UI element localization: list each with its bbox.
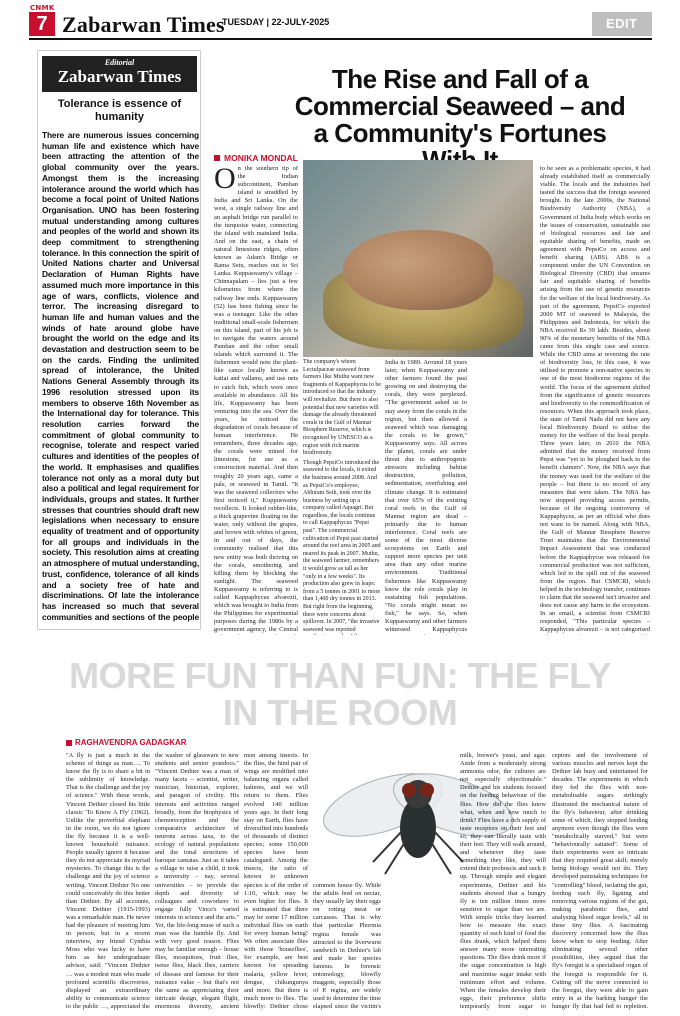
- story2-column-5: [460, 752, 546, 1010]
- story1-column-4: [385, 359, 467, 635]
- editorial-masthead: Zabarwan Times: [57, 67, 182, 86]
- story2-col6-text: ceptors and the involvement of various muscles and nerves kept the Dethier lab busy and entertained for decades. The experiments in which they fed the flies with non-metabolisable sugars strikingly illustrated the mechanical nature of the fly's behaviour, after drinking some of which, they stopped feeding anymore even though the flies were "metabolically starved," but were "behaviourally satiated". Some of their experiments were so intricate that they required great skill; merely being biology would not do. They developed painstaking techniques for "controlling" blood, isolating the gut, feeding each fly, ligating and removing various regions of the gut, making parabiotic flies, and analysing blood sugar levels," all in these tiny flies. A fascinating discovery concerned how the flies know when to stop feeding. After eliminating several other possibilities, they argued that the fly's foregut is a specialised organ of the foregut is responsible for it. Cutting off the nerve connected to the foregut, they were able to gain entry in at the barking hunger the hunger fly that had fed to repletion.: [552, 752, 648, 1010]
- story1-col5-text: to be seen as a problematic species, it had already established itself as commercially viable. The locals and the industries had tasted the success that the foreign seaweed brought. In the late 2000s, the National Biodiversity Authority (NBA), a Government of India body which works on the issues of conservation, sustainable use of biological resources and fair and equitable sharing of benefits, made an agreement with PepsiCo on access and benefit sharing (ABS). ABS is a component under the UN Convention on Biological Diversity (CBD) that ensures fair and equitable sharing of benefits arising from the use of genetic resources for the welfare of the local biodiversity. As part of the agreement, PepsiCo exported 2000 MT of seaweed to Malaysia, the Philippines and Indonesia, for which the NBA received Rs 39 lakh. Besides, about 90% of the monetary benefits of the NBA came from this single case and source. While the CBD aims at reversing the rate of biodiversity loss, in this case, it was utilised to promote a non-native species in one of the most biodiverse regions of the world. The focus of the agreement shifted from the significance of genetic resources and biodiversity to the commodification of resources. When this approach took place, the state of Tamil Nadu did not have any local Biodiversity Board to utilise the money for the welfare of the local people. Three years later, in 2010 the NBA admitted that the money received from Pepsi was "yet to be ploughed back to the benefit claimers". Now, the NBA says that the money was used for the welfare of the people – but there is no record of any measures that were taken. The NBA has now stopped providing access permits, because of the ongoing controversy of Kappaphycus, as per an official who does not want to be named. Along with NBA, the Gulf of Mannar Biosphere Reserve Trust maintains that the Environmental Impact Assessment that was conducted before the Kappaphycus was released for commercial production was not sufficient, which led to the spill out of the seaweed from the region. But CSMCRI, which helped in the technology transfer, continues to claim that the seaweed isn't invasive and does not cause any harm to the ecosystem. In an email, a scientist from CSMCRI responded, "This particular species – Kappaphycus alvarezii – is not categorised: [540, 165, 650, 634]
- story2-headline: MORE FUN THAN FUN: THE FLY IN THE ROOM: [69, 655, 611, 733]
- story2-col3-text: mon among insects. In the flies, the hind pair of wings are modified into balancing organs called halteres, and we will return to them. Flies evolved 140 million years ago. In their long stay on Earth, flies have diversified into hundreds of thousands of distinct species; some 150,000 species have been catalogued. Among the insects, the ratio of known to unknown species is of the order of 1:10, which may be even higher for flies. It is estimated that there may be some 17 million individual flies on earth for every human being! We often associate flies with those 'houseflies', for example, are best known for spreading malaria, yellow fever, dengue, chikungunya and more. But there is much more to flies. The blowfly: Dethier chose: [244, 752, 308, 1010]
- hand-shape: [343, 230, 493, 310]
- issue-date: TUESDAY | 22-JULY-2025: [222, 17, 330, 27]
- story1-byline: MONIKA MONDAL: [224, 153, 298, 163]
- story2-col5-text: milk, brewer's yeast, and agar. Aside from a moderately strong ammonia odor, the cultures are not especially objectionable." Dethier and his students focused on the feeding behaviour of the flies. How did the flies know what, when and how much to drink? Flies have a rich supply of taste receptors on their feet and so, they can literally taste with their feet. They will walk around, and whenever they taste something they like, they will extend their proboscis and suck it up. Through simple and elegant experiments, Dethier and his students showed that a hungry fly is ten million times more sensitive to sugar than we are. With simple tricks they learned how to measure the exact quantity of each kind of food the flies drank, which helped them answer many more interesting questions. The flies drink more if the sugar concentration is high and maximise sugar intake with minimum effort and volume. When the females develop their eggs, their preference shifts temporarily from sugar to: [460, 752, 546, 1010]
- story1-column-1: [214, 165, 298, 635]
- dropcap: O: [214, 165, 236, 195]
- story2-col2-text: the washer of glassware to new students and senior postdocs." "Vincent Dethier was a man of many facets – scientist, writer, musician, historian, explorer, and paragon of civility. His interests and activities ranged broadly, from the biophysics of chemoreception and the comparative architecture of neurons across taxa, to the ecology of natural populations and the tonal structures of baroque cantatas. Just as it takes a village to raise a child, it took a university – nay, several universities – to provide the depth and diversity of colleagues and coworkers to engage fully Vince's varied interests in science and the arts." Yet, the life-long muse of such a man was the humble fly. And with very good reason. Flies may be familiar enough – house flies, mosquitoes, fruit flies, tsetse flies, black flies, carriers of disease and famous for their nuisance value – but that's not the same as appreciating their intricate design, elegant flight, enormous diversity, ancient: [155, 752, 239, 1010]
- story1-col4-text: India in 1989. Around 18 years later, when Kuppaswamy and other farmers found the pasi growing on and destroying the corals, they were perplexed. "The government asked us to stay away from the corals in the region, but then allowed a seaweed which was damaging the corals to be grown," Kuppaswamy says. All across the planet, corals are under threat due to anthropogenic stressors including habitat destruction, pollution, sedimentation, overfishing and climate change. It is estimated that over 65% of the existing coral reefs in the Gulf of Mannar region are dead – primarily due to human interference. Coral reefs are some of the most diverse ecosystems on Earth and support more species per unit area than any other marine environment. Traditional fishermen like Kuppaswamy know the role corals play in sustaining fish populations. "No corals might mean no fish," he says. So, when Kuppaswamy and other farmers witnessed Kappaphycus: [385, 359, 467, 634]
- story2-column-3: [244, 752, 308, 1010]
- seaweed-photo: [303, 160, 533, 357]
- photo-caption-column: [303, 359, 381, 635]
- story2-column-1: [66, 752, 150, 1010]
- story2-byline: RAGHAVENDRA GADAGKAR: [75, 738, 187, 747]
- page-number: 7: [29, 12, 55, 36]
- section-label: EDIT: [592, 12, 652, 36]
- story1-headline: The Rise and Fall of a Commercial Seaweed – and a Community's Fortunes: [294, 64, 626, 148]
- editorial-label: Editorial: [104, 58, 135, 67]
- story2-column-4: [313, 882, 381, 1010]
- story1-col3-text: Though PepsiCo introduced the seaweed to the locals, it exited the business around 2008. And as PepsiCo's employee, Abhiram Seth, took over the business by setting up a company called Aquagri. But regardless, the locals continue to call Kappaphycus "Pepsi pasi". The commercial cultivation of Pepsi pasi started around the reef area in 2005 and neared its peak in 2007. Muthu, the seaweed farmer, remembers it would grow as tall as her "only in a few weeks". Its production also grew in leaps: from a 5 tonnes in 2001 to more than 1,400 dry tonnes in 2013. But right from the beginning, there were concerns about spillover. In 2007, "the invasive seaweed was reported: [303, 459, 381, 633]
- byline-marker-2: [66, 740, 72, 746]
- editorial-header: [42, 56, 197, 92]
- story1-column-5: [540, 165, 650, 635]
- photo-caption: The company's whom Lectulpaceae seaweed from farmers like Muthu want new fragments of Kappaphycus to be introduced so that the industry will revitalize. But there is also potential that new varieties will damage the already threatened corals in the Gulf of Mannar Biosphere Reserve, which is recognised by UNESCO as a region with rich marine biodiversity.: [303, 359, 381, 457]
- story2-column-2: [155, 752, 239, 1010]
- masthead-rule: [29, 38, 652, 40]
- story2-col1-text: "A fly is just a much in the scheme of things as man…. To know the fly is to share a bit in the sublimity of knowledge. That is the challenge and the joy of science." With these words, Vincent Dethier closed his little classic 'To Know A Fly' (1962). Unlike the proverbial elephant in the room, we do not ignore the fly because it is a well-known household nuisance. People usually ignore it because they do not appreciate its myriad mysteries. To change this is the challenge and the joy of science writing. Vincent Dethier No one could conceivably do this better than Dethier. By all accounts, Vincent Dethier (1915-1993) was a remarkable man. He never had the pleasure of meeting him in person, but in a recent interview, my friend Cynthia Moss who was lucky to have him as her undergraduate advisor, said: "Vincent Dethier … was a modest man who made profound scientific discoveries, displayed an extraordinary ability to communicate science to the public …, appreciated the: [66, 752, 150, 1010]
- newspaper-title: Zabarwan Times: [62, 12, 225, 37]
- editorial-body: There are numerous issues concerning human life and existence which have been attracting the attention of the global community over the years. Amongst them is the increasing intolerance around the world which has become a focal point of United Nations Organisation. UNO has been fostering mutual understanding among cultures and peoples of the world and shown its deep commitment to strengthening tolerance. In this connection the spirit of United Nations charter and Universal Declaration of Human Rights have assumed much more importance in this age of wars, conflicts, violence and terror. The increasing disregard to human life and human values and the winds of hate around globe have brought the world on the edge and its devastation and destruction seem to be on the cards. Finding the unlimited spread of intolerance, the United Nations General Assembly through its 1996 resolution stressed upon its members to observe 16th November as the International day for tolerance. This resolution carries forward the commitment of global community to recognise, tolerate and respect varied cultures and identities of the peoples of the world. It emphasises and qualifies tolerance not only as a moral duty but also a political and legal requirement for individuals, groups and states. It further stresses that countries should draft new legislations when necessary to ensure equality of treatment and of opportunity for all groups and individuals in the society. This resolution aims at creating an atmosphere of mutual understanding, trust, confidence, tolerance of all kinds and a society free of hate and discriminations. Of late the intolerance has increased so much that several communities and sections of the people: [42, 130, 199, 622]
- story1-col1-text: n the southern tip of the Indian subcontinent, Pamban island is straddled by India and Sri Lanka. On the west, a single railway line and an asphalt bridge run parallel to the turquoise water, connecting the island with mainland India. And on the east, a chain of natural limestone ridges, often known as Adam's Bridge or Rama Setu, reaches out to Sri Lanka. Kuppaswamy's village – Chinnapalam – lies just a few kilometres from where the railway line ends. Kuppaswamy (52) has been fishing since he was a teenager. Like the other traditional small-scale fishermen on this island, part of his job is to navigate the waters around Pamban and the other small islands which surround it. The fishermen would note the plant-like cance locally known as kattai and vallams, and use nets to catch fish, which were once available in abundance. All his life, Kuppaswamy has been venturing into the sea. Over the years, he noticed the degradation of corals because of human interference. He remembers, three decades ago, the corals were mined for limestone, for use as a construction material. And then roughly 20 years ago, came a pale, or seaweed in Tamil. "It was the seaweed collectors who first noticed it," Kuppuswamy recollects. It looked rubber-like, a thick grapevine floating on the water, only without the grapes, and brown with whites of green, in and out of days, the community realised that this new entity was both thriving on the corals, smothering and killing them by blocking the sunlight. The seaweed Kuppaswamy is referring to is called Kappaphycus alvarezii, which was brought to India from the Philippines for experimental purposes during the 1980s by a government agency, the Central: [214, 165, 298, 634]
- story2-col4-text: common house fly. While the adults feed on nectar, they usually lay their eggs on rotting meat or carcasses. That is why that particular Phormia regina female was attracted to the liverwurst sandwich in Dethier's lab and made her species famous. In forensic entomology, blowfly maggots, especially those of P. regina, are widely used to determine the time elapsed since the victim's: [313, 882, 381, 1010]
- story2-column-6: [552, 752, 648, 1010]
- brand-logo: CNMK: [30, 4, 55, 12]
- byline-marker: [214, 155, 220, 161]
- editorial-title: Tolerance is essence of humanity: [57, 98, 182, 123]
